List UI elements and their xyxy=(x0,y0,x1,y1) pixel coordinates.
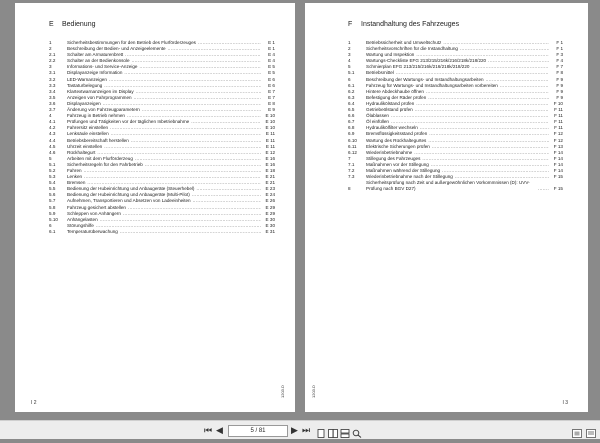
toc-entry-page: E 10 xyxy=(265,113,275,119)
toc-entry-page: F 12 xyxy=(553,137,563,143)
document-code: 1203.D xyxy=(280,385,285,398)
toc-entry-page: F 7 xyxy=(556,64,563,70)
toc-entry-number: 5.5 xyxy=(49,186,56,192)
toc-entry-page: F 11 xyxy=(554,113,563,119)
toc-entry-title: Displayanzeige Information xyxy=(67,70,123,76)
toc-entry-number: 6.4 xyxy=(348,100,355,106)
toc-entry-page: E 30 xyxy=(265,216,275,222)
last-page-button[interactable]: ⏭ xyxy=(302,425,311,435)
toc-entry-title: Betriebssicherheit und Umweltschutz xyxy=(366,40,442,45)
search-icon[interactable] xyxy=(352,425,362,434)
toc-entry-page: F 14 xyxy=(553,155,563,161)
previous-page-button[interactable]: ◀ xyxy=(216,425,223,435)
toc-entry-number: 4 xyxy=(348,58,351,64)
toc-entry-page: E 11 xyxy=(265,131,275,137)
toc-entry-page: E 6 xyxy=(268,82,275,88)
toc-entry-title: Displayanzeigen xyxy=(67,100,101,106)
toc-entry-page: E 29 xyxy=(265,210,275,216)
toc-entry-number: 2 xyxy=(348,46,351,52)
toc-entry-title: Sicherheitsbestimmungen für den Betrieb des Flurförderzeuges xyxy=(67,40,196,45)
toc-entry-title: Fahrersitz einstellen xyxy=(67,125,109,131)
toc-entry-page: F 4 xyxy=(556,58,563,64)
viewer-toolbar xyxy=(0,420,600,439)
page-number: I 2 xyxy=(31,400,37,406)
toc-entry-page: F 3 xyxy=(556,52,563,58)
toc-entry-page: F 14 xyxy=(553,161,563,167)
toc-entry-title: Getriebeölstand prüfen xyxy=(366,107,413,113)
toc-entry-title: Hintere Abdeckhaube öffnen xyxy=(366,88,424,94)
toc-entry-page: E 7 xyxy=(268,94,275,100)
toc-entry-page: E 1 xyxy=(268,40,275,45)
toc-entry-page: E 31 xyxy=(265,228,275,234)
toc-entry-title: Bedienung der Hubeinrichtung und Anbaugeräte (Multi-Pilot) xyxy=(67,192,190,198)
toc-entry-page: E 21 xyxy=(265,174,275,180)
toc-entry-number: 6.11 xyxy=(348,143,357,149)
toc-entry-number: 8 xyxy=(348,186,351,192)
toc-dot-leader xyxy=(538,186,549,192)
toc-entry-number: 3.6 xyxy=(49,100,56,106)
toc-entry-number: 3.7 xyxy=(49,107,56,113)
single-page-view-icon[interactable] xyxy=(316,425,326,434)
toc-entry-number: 2.1 xyxy=(49,52,56,58)
toc-entry-title: Lenken xyxy=(67,174,83,180)
toc-entry-page: E 30 xyxy=(265,222,275,228)
table-of-contents xyxy=(49,40,275,235)
toc-entry-number: 4 xyxy=(49,113,52,119)
toc-entry-number: 4.2 xyxy=(49,125,56,131)
toc-entry-title: Schleppen von Anhängern xyxy=(67,210,121,216)
chapter-title: Bedienung xyxy=(62,21,96,28)
toc-entry-title: Uhrzeit einstellen xyxy=(67,143,103,149)
toc-entry-title: Anzeigen von Fahrprogrammen xyxy=(67,94,132,100)
toc-entry-title: Beschreibung der Wartungs- und Instandhaltungsarbeiten xyxy=(366,76,484,82)
toc-entry-title: LED-Warnanzeigen xyxy=(67,76,107,82)
menu-icon[interactable] xyxy=(586,425,596,434)
toc-entry-page: E 6 xyxy=(268,76,275,82)
toc-entry-page: E 9 xyxy=(268,107,275,113)
toc-entry-title: Betriebsmittel xyxy=(366,70,394,76)
toc-entry-number: 5.8 xyxy=(49,204,56,210)
toc-entry-title: Wartung des Rückhaltegurtes xyxy=(366,137,427,143)
toc-entry-number: 6 xyxy=(49,222,52,228)
page-number-input[interactable]: 5 / 81 xyxy=(228,425,288,437)
toc-entry-title: Änderung von Fahrzeugparametern xyxy=(67,107,140,113)
toc-entry-page: E 18 xyxy=(265,167,275,173)
toc-entry-title: Fahrzeug für Wartungs- und Instandhaltungsarbeiten vorbereiten xyxy=(366,82,498,88)
toc-entry-page: F 12 xyxy=(553,131,563,137)
toc-entry-page: E 1 xyxy=(268,46,275,52)
left-page xyxy=(15,3,295,412)
toc-entry-number: 5.3 xyxy=(49,174,56,180)
toc-entry-number: 6.3 xyxy=(348,94,355,100)
toc-entry-number: 3 xyxy=(49,64,52,70)
toc-entry-page: E 7 xyxy=(268,88,275,94)
toc-entry-page: E 26 xyxy=(265,198,275,204)
toc-entry-number: 6.8 xyxy=(348,125,355,131)
toc-entry-number: 5.2 xyxy=(49,167,56,173)
toc-dot-leader xyxy=(120,229,261,235)
toc-entry-title: Befestigung der Räder prüfen xyxy=(366,94,427,100)
chapter-letter: F xyxy=(348,21,353,28)
toc-entry-number: 3.4 xyxy=(49,88,56,94)
toc-entry-number: 2.2 xyxy=(49,58,56,64)
toc-entry-title: Sicherheitsvorschriften für die Instandhaltung xyxy=(366,46,458,52)
toc-entry-title: Informations- und Service-Anzeige xyxy=(67,64,138,70)
toc-entry-page: E 10 xyxy=(265,119,275,125)
toc-entry-title: Anhängelasten xyxy=(67,216,98,222)
toc-entry-page: F 13 xyxy=(553,143,563,149)
toc-entry-number: 6.9 xyxy=(348,131,355,137)
toc-entry-number: 1 xyxy=(49,40,52,45)
toc-entry-number: 5 xyxy=(49,155,52,161)
toc-entry-number: 5.6 xyxy=(49,192,56,198)
toc-entry-title: Bremsen xyxy=(67,180,86,186)
toc-entry-number: 3 xyxy=(348,52,351,58)
toc-entry-page: F 10 xyxy=(553,100,563,106)
toc-entry-title: Stillegung des Fahrzeuges xyxy=(366,155,421,161)
toc-entry-number: 6.6 xyxy=(348,113,355,119)
toc-entry-page: E 8 xyxy=(268,100,275,106)
toc-entry-title: Wiederinbetriebnahme xyxy=(366,149,413,155)
toc-entry-title: Prüfungen und Tätigkeiten vor der täglichen Inbetriebnahme xyxy=(67,119,190,125)
toc-entry-title: Temperaturüberwachung xyxy=(67,228,118,234)
toc-entry-title: Ölablassen xyxy=(366,113,389,119)
toc-entry-page: E 5 xyxy=(268,70,275,76)
fullscreen-icon[interactable] xyxy=(572,425,582,434)
toc-entry[interactable] xyxy=(348,180,563,192)
toc-entry-page: E 16 xyxy=(265,161,275,167)
toc-entry-number: 3.5 xyxy=(49,94,56,100)
toc-entry-number: 4.5 xyxy=(49,143,56,149)
toc-entry-page: F 1 xyxy=(556,40,563,45)
toc-entry-number: 6.7 xyxy=(348,119,355,125)
toc-entry-number: 6.1 xyxy=(348,82,355,88)
toc-entry-title: Hydraulikölstand prüfen xyxy=(366,100,415,106)
toc-entry-number: 5.7 xyxy=(49,198,56,204)
toc-entry-page: F 11 xyxy=(554,107,563,113)
toc-entry-number: 1 xyxy=(348,40,351,45)
right-page xyxy=(305,3,588,412)
toc-entry-page: E 4 xyxy=(268,52,275,58)
toc-entry-number: 7 xyxy=(348,155,351,161)
toc-entry-page: E 11 xyxy=(265,137,275,143)
toc-entry-title: Maßnahmen während der Stillegung xyxy=(366,167,441,173)
toc-entry-page: E 21 xyxy=(265,180,275,186)
toc-entry-title: Rückhaltegurt xyxy=(67,149,96,155)
toc-entry-number: 6.5 xyxy=(348,107,355,113)
toc-entry-page: F 9 xyxy=(556,82,563,88)
toc-entry-page: F 9 xyxy=(556,94,563,100)
toc-entry-page: F 14 xyxy=(553,167,563,173)
toc-entry-page: F 11 xyxy=(554,119,563,125)
toc-entry-number: 3.1 xyxy=(49,70,56,76)
toc-entry-title: Sicherheitsprüfung nach Zeit und außergewöhnlichen Vorkommnissen (D): UVV-Prüfung nach BGV D27) xyxy=(366,180,530,192)
toc-entry-number: 4.6 xyxy=(49,149,56,155)
toc-entry-number: 6 xyxy=(348,76,351,82)
chapter-heading xyxy=(348,21,459,28)
first-page-button[interactable]: ⏮ xyxy=(204,425,213,435)
toc-entry-title: Sicherheitsregeln für den Fahrbetrieb xyxy=(67,161,143,167)
toc-entry-number: 5.1 xyxy=(49,161,56,167)
toc-entry-number: 2 xyxy=(49,46,52,52)
toc-entry-title: Störungshilfe xyxy=(67,222,94,228)
toc-entry-title: Bremsflüssigkeitsstand prüfen xyxy=(366,131,428,137)
toc-entry-title: Tastaturbelegung xyxy=(67,82,103,88)
toc-entry-page: F 9 xyxy=(556,88,563,94)
document-code: 1203.D xyxy=(311,385,316,398)
toc-entry-number: 4.3 xyxy=(49,131,56,137)
toc-entry-title: Arbeiten mit dem Flurförderzeug xyxy=(67,155,133,161)
toc-entry-page: E 24 xyxy=(265,192,275,198)
toc-entry-page: E 12 xyxy=(265,149,275,155)
toc-entry-title: Fahrzeug in Betrieb nehmen xyxy=(67,113,125,119)
toc-entry-page: E 16 xyxy=(265,155,275,161)
toc-entry-title: Bedienung der Hubeinrichtung und Anbaugeräte (Steuerhebel) xyxy=(67,186,195,192)
toc-entry-title: Öl einfüllen xyxy=(366,119,389,125)
toc-entry-number: 3.3 xyxy=(49,82,56,88)
toc-entry-title: Wartung und Inspektion xyxy=(366,52,415,58)
toc-entry-number: 5.4 xyxy=(49,180,56,186)
toc-entry-page: F 14 xyxy=(553,149,563,155)
toc-entry-number: 7.2 xyxy=(348,167,355,173)
toc-entry-title: Schmierplan EFG 213/215/216k/216/218k/218/220 xyxy=(366,64,470,70)
toc-entry-title: Wiederinbetriebnahme nach der Stillegung xyxy=(366,174,453,180)
toc-entry-number: 6.2 xyxy=(348,88,355,94)
continuous-view-icon[interactable] xyxy=(340,425,350,434)
toc-entry-number: 7.1 xyxy=(348,161,355,167)
chapter-letter: E xyxy=(49,21,54,28)
toc-entry-page: F 9 xyxy=(556,76,563,82)
toc-entry-page: E 11 xyxy=(265,143,275,149)
toc-entry-page: E 10 xyxy=(265,125,275,131)
toc-entry-title: Aufnehmen, Transportieren und Absetzen von Ladeeinheiten xyxy=(67,198,191,204)
toc-entry-page: F 11 xyxy=(554,125,563,131)
chapter-heading xyxy=(49,21,95,28)
toc-entry-title: Wartungs-Checkliste EFG 213/215/216k/216/218k/218/220 xyxy=(366,58,487,64)
toc-entry-title: Elektrische Sicherungen prüfen xyxy=(366,143,430,149)
toc-entry-number: 5.1 xyxy=(348,70,355,76)
toc-entry-number: 6.12 xyxy=(348,149,357,155)
toc-entry-page: F 15 xyxy=(553,174,563,180)
table-of-contents xyxy=(348,40,563,192)
toc-entry-page: E 23 xyxy=(265,186,275,192)
toc-entry-page: E 5 xyxy=(268,64,275,70)
toc-entry-title: Beschreibung der Bedien- und Anzeigeelemente xyxy=(67,46,166,52)
two-page-view-icon[interactable] xyxy=(328,425,338,434)
toc-entry-number: 5 xyxy=(348,64,351,70)
page-number: I 3 xyxy=(562,400,568,406)
toc-entry-title: Klartextwarnanzeigen im Display xyxy=(67,88,134,94)
toc-entry-title: Schalter an der Bedienkonsole xyxy=(67,58,130,64)
toc-entry[interactable] xyxy=(49,229,275,235)
chapter-title: Instandhaltung des Fahrzeuges xyxy=(361,21,460,28)
toc-entry-number: 5.9 xyxy=(49,210,56,216)
toc-entry-number: 6.1 xyxy=(49,228,56,234)
toc-entry-number: 5.10 xyxy=(49,216,58,222)
toc-entry-page: E 29 xyxy=(265,204,275,210)
toc-entry-number: 4.4 xyxy=(49,137,56,143)
toc-entry-title: Fahren xyxy=(67,167,82,173)
toc-entry-page: F 15 xyxy=(553,186,563,192)
toc-entry-title: Maßnahmen vor der Stillegung xyxy=(366,161,429,167)
toc-entry-title: Lenksäule einstellen xyxy=(67,131,109,137)
next-page-button[interactable]: ▶ xyxy=(291,425,298,435)
toc-entry-title: Fahrzeug gesichert abstellen xyxy=(67,204,126,210)
toc-entry-number: 4.1 xyxy=(49,119,56,125)
toc-entry-number: 6.10 xyxy=(348,137,357,143)
toc-entry-title: Betriebsbereitschaft herstellen xyxy=(67,137,129,143)
toc-entry-page: F 8 xyxy=(556,70,563,76)
toc-entry-number: 7.3 xyxy=(348,174,355,180)
toc-entry-page: F 1 xyxy=(556,46,563,52)
toc-entry-title: Schalter am Armaturenbrett xyxy=(67,52,124,58)
toc-entry-number: 3.2 xyxy=(49,76,56,82)
toc-entry-title: Hydraulikölfilter wechseln xyxy=(366,125,418,131)
toc-entry-page: E 4 xyxy=(268,58,275,64)
